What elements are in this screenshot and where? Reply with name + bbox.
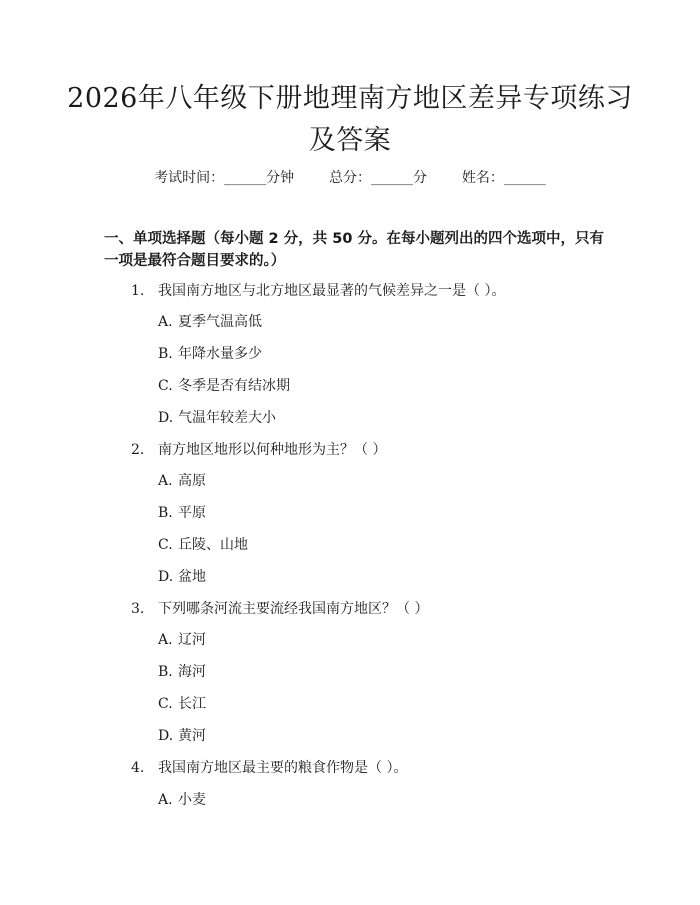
option-letter: B.: [158, 346, 173, 362]
question-text: 我国南方地区与北方地区最显著的气候差异之一是（ ）。: [158, 283, 506, 299]
option-text: 黄河: [178, 728, 206, 744]
option-text: 高原: [178, 473, 206, 489]
question-1-option-b: [158, 344, 578, 364]
option-letter: A.: [158, 792, 173, 808]
option-letter: A.: [158, 473, 173, 489]
option-letter: C.: [158, 696, 173, 712]
question-1-option-c: [158, 376, 578, 396]
option-text: 夏季气温高低: [178, 314, 262, 330]
option-text: 冬季是否有结冰期: [178, 378, 290, 394]
question-number: 2.: [131, 442, 145, 458]
question-3-option-d: [158, 726, 578, 746]
option-letter: A.: [158, 314, 173, 330]
question-4-option-a: [158, 790, 578, 810]
question-text: 下列哪条河流主要流经我国南方地区？（ ）: [158, 601, 429, 617]
question-number: 4.: [131, 760, 145, 776]
option-text: 丘陵、山地: [178, 537, 248, 553]
question-2-option-d: [158, 567, 578, 587]
option-text: 盆地: [178, 569, 206, 585]
question-3-option-b: [158, 662, 578, 682]
question-1-option-a: [158, 312, 578, 332]
option-letter: B.: [158, 664, 173, 680]
question-number: 1.: [131, 283, 145, 299]
exam-time-field: 考试时间：______分钟: [154, 170, 295, 186]
option-text: 长江: [178, 696, 206, 712]
question-text: 南方地区地形以何种地形为主？（ ）: [158, 442, 387, 458]
option-text: 年降水量多少: [178, 346, 262, 362]
option-text: 辽河: [178, 632, 206, 648]
option-letter: D.: [158, 410, 174, 426]
document-title: 2026年八年级下册地理南方地区差异专项练习及答案: [67, 83, 633, 156]
question-number: 3.: [131, 601, 145, 617]
option-text: 小麦: [178, 792, 206, 808]
option-letter: D.: [158, 569, 174, 585]
option-letter: C.: [158, 537, 173, 553]
question-3-option-c: [158, 694, 578, 714]
question-1-option-d: [158, 408, 578, 428]
option-text: 海河: [178, 664, 206, 680]
question-1: [131, 281, 611, 301]
option-letter: A.: [158, 632, 173, 648]
question-2-option-a: [158, 471, 578, 491]
option-letter: C.: [158, 378, 173, 394]
question-2-option-c: [158, 535, 578, 555]
question-text: 我国南方地区最主要的粮食作物是（ ）。: [158, 760, 408, 776]
total-score-field: 总分：______分: [329, 170, 427, 186]
question-3-option-a: [158, 630, 578, 650]
option-letter: D.: [158, 728, 174, 744]
exam-meta-line: [0, 168, 700, 188]
question-2-option-b: [158, 503, 578, 523]
option-letter: B.: [158, 505, 173, 521]
question-4: [131, 758, 611, 778]
name-field: 姓名：______: [461, 170, 546, 186]
question-2: [131, 440, 611, 460]
question-3: [131, 599, 611, 619]
option-text: 平原: [178, 505, 206, 521]
option-text: 气温年较差大小: [178, 410, 276, 426]
section-heading: 一、单项选择题（每小题 2 分，共 50 分。在每小题列出的四个选项中，只有一项是最符合题目要求的。）: [104, 231, 604, 269]
